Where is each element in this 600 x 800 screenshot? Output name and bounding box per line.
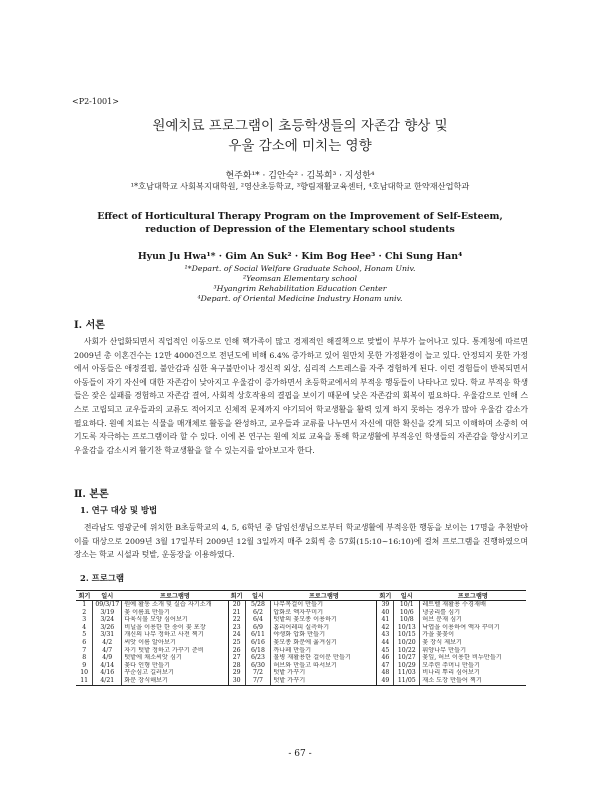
korean-title-line-1: 원예치료 프로그램이 초등학생들의 자존감 향상 및 [152,118,448,134]
cell-program: 휘양나무 만들기 [420,647,526,655]
cell-program: 꽃모종 화분에 옮겨심기 [271,639,377,647]
cell-program: 허브와 만들고 따서보기 [271,662,377,670]
cell-program: 텃밭 가꾸기 [271,677,377,685]
cell-program: 야생화 압화 만들기 [271,631,377,639]
cell-session: 22 [228,616,245,624]
header-session-1: 회기 [76,591,93,601]
cell-program: 냉궁리를 심기 [420,609,526,617]
cell-date: 10/27 [394,654,420,662]
cell-date: 4/2 [93,639,122,647]
cell-session: 3 [82,616,87,624]
cell-program: 텃밭에 채소씨앗 심기 [122,654,229,662]
cell-session: 46 [377,654,394,662]
cell-date: 6/30 [245,662,271,670]
cell-program: 자기 텃밭 정하고 가꾸기 준비 [122,647,229,655]
table-header-row [76,591,526,601]
cell-program: 물병 재활용한 걸이분 만들기 [271,654,377,662]
table-body [76,601,526,686]
cell-date: 10/20 [394,639,420,647]
header-date-1: 일시 [93,591,122,601]
cell-program: 씨앗 이름 알아보기 [122,639,229,647]
program-table [76,590,526,686]
cell-date: 6/16 [245,639,271,647]
cell-program: 텃밭 가꾸기 [271,669,377,677]
introduction-paragraph: 사회가 산업화되면서 직업적인 이동으로 인해 핵가족이 많고 경제적인 해결책으로 맞벌이 부부가 늘어나고 있다. 통계청에 따르면 2009년 총 이혼건수는 12만 4000건으로 전년도에 비해 6.4% 증가하고 있어 원만치 못한 가정환경이 늘고 있다. 안정되지 못한 가정에서 아동들은 애정결핍, 불안감과 심한 욕구불만이나 정신적 외상, 심리적 스트레스를 자주 경험하게 된다. 이런 경험들이 반복되면서 아동들이 자기 자신에 대한 자존감이 낮아지고 우울감이 증가하면서 초등학교에서의 부적응 행동들이 나타나고 있다. 학교 부적응 학생들은 잦은 실패를 경험하고 자존감 결여, 사회적 상호작용의 결핍을 보이기 때문에 낮은 자존감의 회복이 필요하다. 우울감으로 인해 스스로 고립되고 교우들과의 교류도 적어지고 신체적 문제까지 야기되어 학교생활을 활력 있게 하지 못하는 경우가 많아 우울감 감소가 필요하다. 원예 치료는 식물을 매개체로 활동을 완성하고, 교우들과 교류를 나누면서 자신에 대한 확신을 갖게 되고 이해하며 소중히 여기도록 자극하는 프로그램이라 할 수 있다. 이에 본 연구는 원예 치료 교육을 통해 학교생활에 부적응인 학생들의 자존감을 향상시키고 우울감을 감소시켜 활기찬 학교생활을 할 수 있는지를 알아보고자 한다. [74,337,528,455]
cell-date: 10/22 [394,647,420,655]
cell-session: 25 [228,639,245,647]
cell-date: 3/31 [93,631,122,639]
header-program-2: 프로그램명 [271,591,377,601]
cell-session: 7 [82,646,87,654]
cell-session: 26 [228,647,245,655]
cell-date: 3/26 [93,624,122,632]
cell-date: 11/03 [394,669,420,677]
english-affiliation-2: ²Yeomsan Elementary school [243,274,357,283]
cell-date: 4/21 [93,677,122,685]
cell-program: 까나페 만들기 [271,647,377,655]
header-session-3: 회기 [377,591,394,601]
korean-authors: 현주화¹* · 김안숙² · 김복희³ · 지성한⁴ [225,171,375,181]
table-row [76,639,526,647]
cell-program: 화분 장식해보기 [122,677,229,685]
cell-session: 41 [377,616,394,624]
cell-program: 꾸순심고 길러보기 [122,669,229,677]
cell-session: 28 [228,662,245,670]
table-row [76,662,526,670]
cell-session: 48 [377,669,394,677]
cell-program: 원예 활동 소개 및 실습 자기소개 [122,601,229,609]
table-row [76,624,526,632]
cell-session: 42 [377,624,394,632]
cell-date: 4/16 [93,669,122,677]
cell-session: 10 [80,669,89,677]
cell-program: 꽃다 인형 만들기 [122,662,229,670]
cell-program: 텃밭의 꽃모종 이용하기 [271,616,377,624]
cell-date: 11/05 [394,677,420,685]
cell-session: 24 [228,631,245,639]
table-row [76,654,526,662]
subjects-paragraph: 전라남도 영광군에 위치한 B초등학교의 4, 5, 6학년 중 담임선생님으로부터 학교생활에 부적응한 행동을 보이는 17명을 추천받아 이를 대상으로 2009년 3월 17일부터 2009년 12월 3일까지 매주 2회씩 총 57회(15:10~16:10)에 걸쳐 프로그램을 진행하였으며 장소는 학교 시설과 텃밭, 운동장을 이용하였다. [74,523,528,560]
cell-session: 8 [82,654,87,662]
cell-date: 10/6 [394,609,420,617]
cell-program: 가을 꽃꽂이 [420,631,526,639]
cell-program: 다육식물 모양 심어보기 [122,616,229,624]
cell-program: 비나리 뿌리 심어보기 [420,669,526,677]
english-affiliations [0,264,600,304]
cell-date: 6/23 [245,654,271,662]
cell-date: 4/9 [93,654,122,662]
cell-session: 29 [228,669,245,677]
table-row [76,601,526,609]
cell-session: 4 [82,623,87,631]
header-program-3: 프로그램명 [420,591,526,601]
cell-session: 30 [228,677,245,685]
cell-session: 47 [377,662,394,670]
cell-date: 6/18 [245,647,271,655]
cell-date: 6/11 [245,631,271,639]
cell-session: 45 [377,647,394,655]
cell-session: 1 [82,601,87,608]
cell-session: 23 [228,624,245,632]
cell-date: 6/2 [245,609,271,617]
cell-session: 39 [377,601,394,609]
cell-session: 9 [82,661,87,669]
cell-session: 49 [377,677,394,685]
cell-session: 11 [76,677,93,685]
table-row [76,669,526,677]
cell-session: 21 [228,609,245,617]
english-affiliation-4: ⁴Depart. of Oriental Medicine Industry Honam univ. [197,294,403,303]
cell-date: 7/7 [245,677,271,685]
cell-date: 7/2 [245,669,271,677]
cell-date: 10/29 [394,662,420,670]
cell-date: 10/15 [394,631,420,639]
cell-date: 4/7 [93,647,122,655]
cell-session: 5 [82,631,87,639]
cell-program: 꽃잎, 허브 이용한 비누만들기 [420,654,526,662]
cell-program: 낙엽을 이용하여 액자 꾸미기 [420,624,526,632]
table-row [76,616,526,624]
cell-session: 40 [377,609,394,617]
korean-affiliations: ¹*호남대학교 사회복지대학원, ²영산초등학교, ³향림재활교육센터, ⁴호남대학교 한약재산업학과 [130,181,470,191]
header-program-1: 프로그램명 [122,591,229,601]
cell-date: 10/13 [394,624,420,632]
english-affiliation-3: ³Hyangrim Rehabilitation Education Center [213,284,387,293]
english-title-line-2: reduction of Depression of the Elementary school students [145,224,455,235]
english-title-line-1: Effect of Horticultural Therapy Program on the Improvement of Self-Esteem, [97,211,503,222]
table-row [76,677,526,685]
table-row [76,609,526,617]
header-date-3: 일시 [394,591,420,601]
cell-session: 44 [377,639,394,647]
cell-date: 3/24 [93,616,122,624]
cell-session: 43 [377,631,394,639]
cell-program: 개신의 나무 정하고 사전 찍기 [122,631,229,639]
cell-date: 6/4 [245,616,271,624]
cell-program: 재소 도장 만들어 찍기 [420,677,526,685]
table-row [76,631,526,639]
cell-program: 홈리어레피 실측하기 [271,624,377,632]
cell-program: 압화로 액자꾸미기 [271,609,377,617]
cell-program: 꽃 이름표 만들기 [122,609,229,617]
cell-session: 6 [82,638,87,646]
header-session-2: 회기 [228,591,245,601]
english-authors: Hyun Ju Hwa¹* · Gim An Suk² · Kim Bog Hee³ · Chi Sung Han⁴ [137,251,463,262]
cell-program: 레트벨 재활용 수경재배 [420,601,526,609]
cell-date: 10/1 [394,601,420,609]
cell-date: 3/19 [93,609,122,617]
korean-title-line-2: 우울 감소에 미치는 영향 [228,138,372,154]
header-date-2: 일시 [245,591,271,601]
subsection-program-heading: 2. 프로그램 [80,573,125,583]
english-affiliation-1: ¹*Depart. of Social Welfare Graduate School, Honam Univ. [184,264,416,273]
paper-code: <P2-1001> [72,97,119,106]
section-body-heading: Ⅱ. 본론 [74,489,109,500]
cell-session: 27 [228,654,245,662]
cell-session: 20 [228,601,245,609]
cell-date: 10/8 [394,616,420,624]
cell-date: 6/9 [245,624,271,632]
page-number: - 67 - [288,749,312,759]
cell-program: 모주련 주머니 만들기 [420,662,526,670]
cell-session: 2 [82,608,87,616]
cell-date: 4/14 [93,662,122,670]
cell-program: 꽃 장식 제보기 [420,639,526,647]
section-introduction-heading: Ⅰ. 서론 [74,320,105,331]
cell-program: 허브 분재 심기 [420,616,526,624]
cell-date: 5/28 [245,601,271,609]
cell-date: 09/3/17 [93,601,122,609]
subsection-subjects-heading: 1. 연구 대상 및 방법 [80,505,158,515]
cell-program: 비닐을 이용한 한 송이 꽃 포장 [122,624,229,632]
table-row [76,647,526,655]
cell-program: 나무목걸이 만들기 [271,601,377,609]
